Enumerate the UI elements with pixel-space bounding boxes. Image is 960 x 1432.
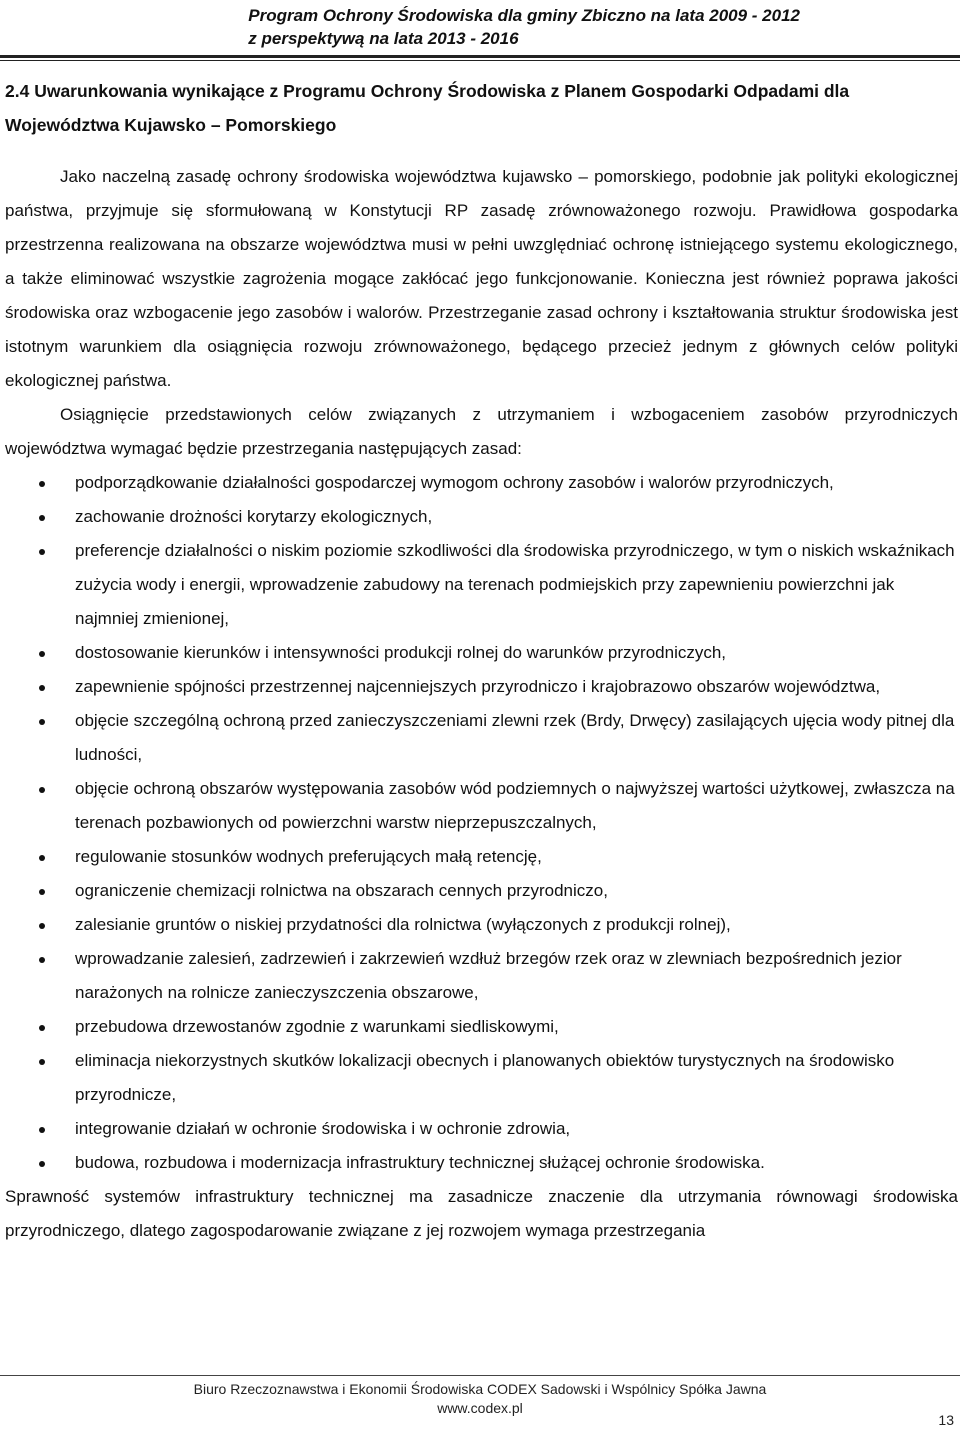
list-item [5,466,958,500]
bullet-icon [39,1127,45,1133]
list-item-text: regulowanie stosunków wodnych preferujących małą retencję, [75,847,542,866]
list-item [5,534,958,636]
list-item [5,1044,958,1112]
bullet-icon [39,787,45,793]
list-item [5,1010,958,1044]
paragraph-1: Jako naczelną zasadę ochrony środowiska województwa kujawsko – pomorskiego, podobnie jak polityki ekologicznej państwa, przyjmuje się sformułowaną w Konstytucji RP zasadę zrównoważonego rozwoju. Prawidłowa gospodarka przestrzenna realizowana na obszarze województwa musi w pełni uwzględniać ochronę istniejącego systemu ekologicznego, a także eliminować wszystkie zagrożenia mogące zakłócać jego funkcjonowanie. Konieczna jest również poprawa jakości środowiska oraz wzbogacenie jego zasobów i walorów. Przestrzeganie zasad ochrony i kształtowania struktur środowiska jest istotnym warunkiem dla osiągnięcia rozwoju zrównoważonego, będącego przecież jednym z głównych celów polityki ekologicznej państwa. [5,167,958,390]
list-item-text: ograniczenie chemizacji rolnictwa na obszarach cennych przyrodniczo, [75,881,608,900]
bullet-icon [39,719,45,725]
list-item-text: objęcie ochroną obszarów występowania zasobów wód podziemnych o najwyższej wartości użytkowej, zwłaszcza na terenach pozbawionych od powierzchni warstw nieprzepuszczalnych, [75,779,955,832]
bullet-icon [39,685,45,691]
document-footer [0,1380,960,1418]
footer-rule [0,1375,960,1376]
list-item-text: preferencje działalności o niskim poziomie szkodliwości dla środowiska przyrodniczego, w tym o niskich wskaźnikach zużycia wody i energii, wprowadzenie zabudowy na terenach podmiejskich przy zapewnieniu powierzchni jak najmniej zmienionej, [75,541,955,628]
bullet-icon [39,515,45,521]
list-item [5,704,958,772]
header-rule-thin [0,60,960,61]
header-title: Program Ochrony Środowiska dla gminy Zbiczno na lata 2009 - 2012 [248,6,800,25]
list-item-text: zachowanie drożności korytarzy ekologicznych, [75,507,433,526]
bullet-icon [39,481,45,487]
list-item [5,1112,958,1146]
list-item [5,840,958,874]
list-item-text: wprowadzanie zalesień, zadrzewień i zakrzewień wzdłuż brzegów rzek oraz w zlewniach bezpośrednich jezior narażonych na rolnicze zanieczyszczenia obszarowe, [75,949,902,1002]
bullet-icon [39,855,45,861]
principles-list [5,466,958,1180]
bullet-icon [39,889,45,895]
page-number: 13 [938,1412,954,1428]
bullet-icon [39,1025,45,1031]
paragraph-3: Sprawność systemów infrastruktury technicznej ma zasadnicze znaczenie dla utrzymania równowagi środowiska przyrodniczego, dlatego zagospodarowanie związane z jej rozwojem wymaga przestrzegania [5,1187,958,1240]
list-item-text: podporządkowanie działalności gospodarczej wymogom ochrony zasobów i walorów przyrodniczych, [75,473,834,492]
paragraph-2: Osiągnięcie przedstawionych celów związanych z utrzymaniem i wzbogaceniem zasobów przyrodniczych województwa wymagać będzie przestrzegania następujących zasad: [5,405,958,458]
list-item-text: dostosowanie kierunków i intensywności produkcji rolnej do warunków przyrodniczych, [75,643,727,662]
footer-website: www.codex.pl [437,1400,523,1416]
document-header [248,4,800,50]
bullet-icon [39,957,45,963]
header-subtitle: z perspektywą na lata 2013 - 2016 [248,29,519,48]
bullet-icon [39,549,45,555]
bullet-icon [39,651,45,657]
list-item-text: przebudowa drzewostanów zgodnie z warunkami siedliskowymi, [75,1017,559,1036]
list-item [5,942,958,1010]
list-item-text: integrowanie działań w ochronie środowiska i w ochronie zdrowia, [75,1119,571,1138]
document-body [5,74,958,1248]
section-heading: 2.4 Uwarunkowania wynikające z Programu Ochrony Środowiska z Planem Gospodarki Odpadami dla Województwa Kujawsko – Pomorskiego [5,81,850,135]
list-item-text: zalesianie gruntów o niskiej przydatności dla rolnictwa (wyłączonych z produkcji rolnej), [75,915,731,934]
list-item [5,1146,958,1180]
bullet-icon [39,1161,45,1167]
header-rule [0,55,960,58]
bullet-icon [39,923,45,929]
list-item [5,874,958,908]
footer-company: Biuro Rzeczoznawstwa i Ekonomii Środowiska CODEX Sadowski i Wspólnicy Spółka Jawna [193,1381,767,1397]
list-item [5,670,958,704]
list-item [5,772,958,840]
list-item [5,636,958,670]
list-item [5,908,958,942]
bullet-icon [39,1059,45,1065]
list-item [5,500,958,534]
list-item-text: objęcie szczególną ochroną przed zanieczyszczeniami zlewni rzek (Brdy, Drwęcy) zasilających ujęcia wody pitnej dla ludności, [75,711,955,764]
list-item-text: zapewnienie spójności przestrzennej najcenniejszych przyrodniczo i krajobrazowo obszarów województwa, [75,677,881,696]
list-item-text: eliminacja niekorzystnych skutków lokalizacji obecnych i planowanych obiektów turystycznych na środowisko przyrodnicze, [75,1051,895,1104]
list-item-text: budowa, rozbudowa i modernizacja infrastruktury technicznej służącej ochronie środowiska. [75,1153,765,1172]
